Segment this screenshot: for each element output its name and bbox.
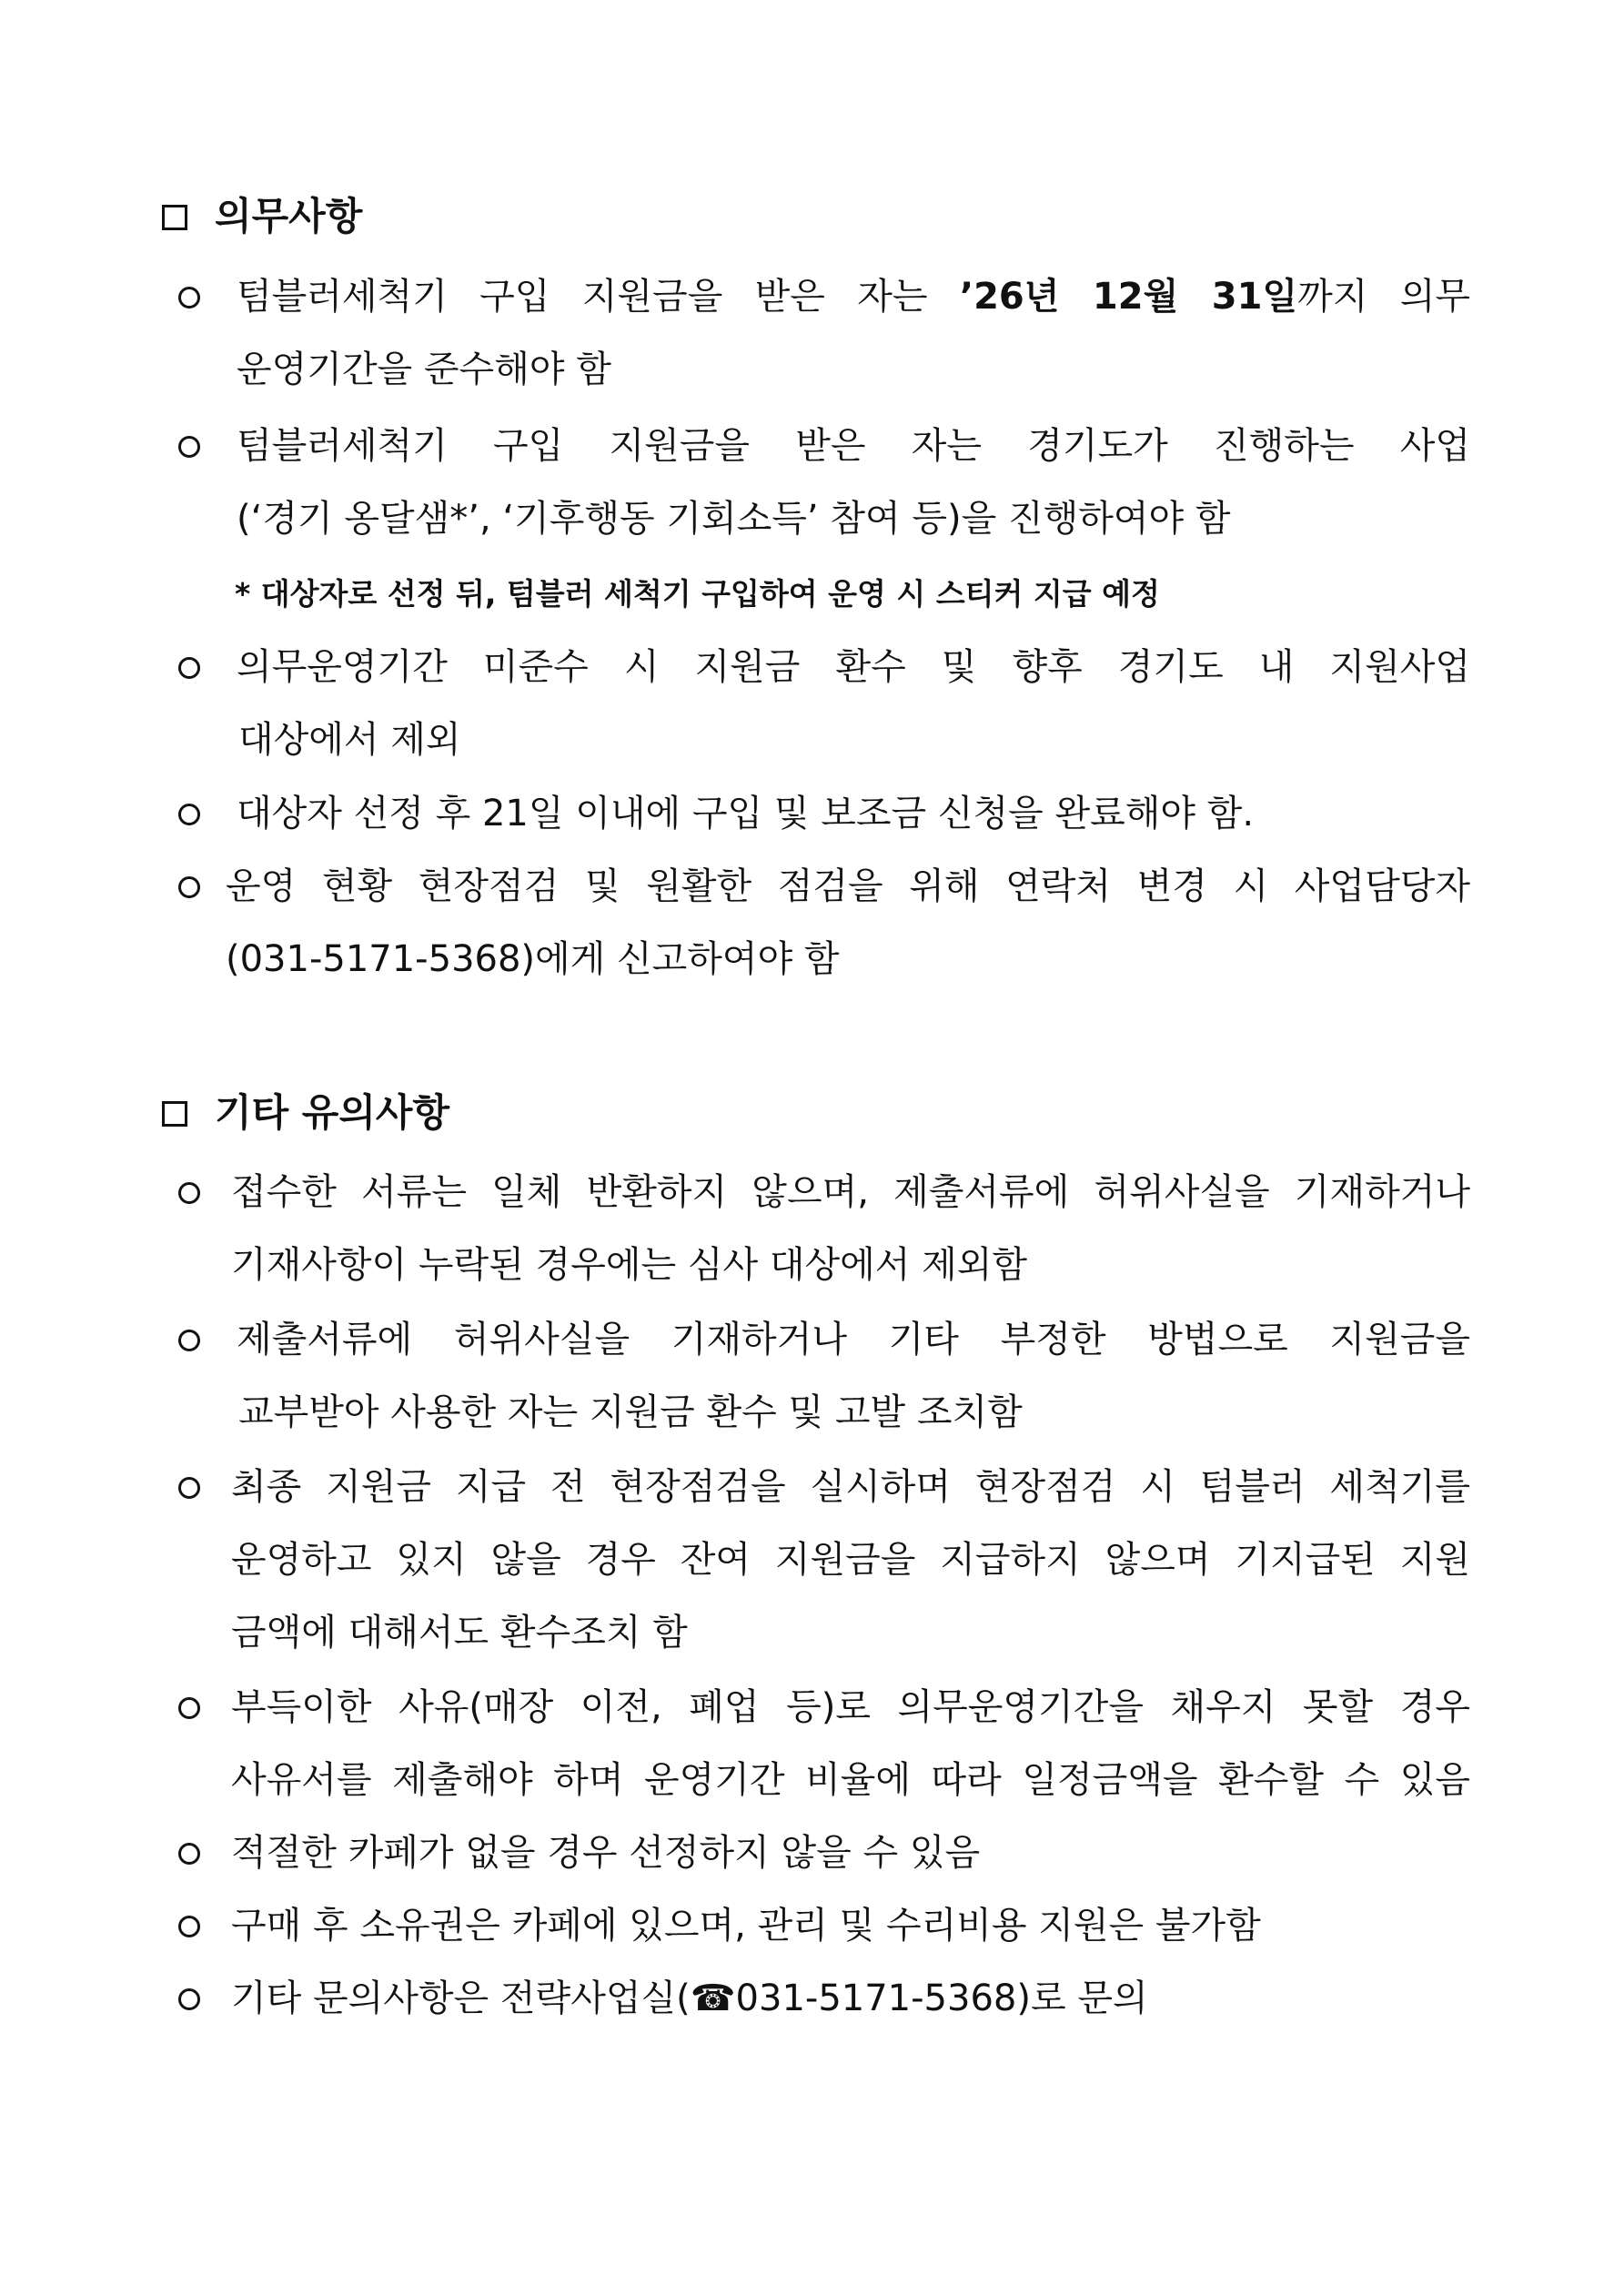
circle-bullet-icon xyxy=(178,804,200,825)
phone-icon: ☎ xyxy=(690,1977,736,2019)
list-item-line: 부득이한 사유(매장 이전, 폐업 등)로 의무운영기간을 채우지 못할 경우 xyxy=(231,1686,1470,1728)
text-span: 기타 문의사항은 전략사업실( xyxy=(231,1977,691,2019)
list-item-line: 적절한 카페가 없을 경우 선정하지 않을 수 있음 xyxy=(231,1832,981,1874)
list-item-line: 금액에 대해서도 환수조치 함 xyxy=(231,1612,688,1654)
section-heading-obligations xyxy=(162,189,362,244)
list-item-line: 기재사항이 누락된 경우에는 심사 대상에서 제외함 xyxy=(231,1244,1028,1286)
section-title: 의무사항 xyxy=(215,194,363,238)
list-item-line: 운영 현황 현장점검 및 원활한 점검을 위해 연락처 변경 시 사업담당자 xyxy=(226,865,1470,907)
footnote: * 대상자로 선정 뒤, 텀블러 세척기 구입하여 운영 시 스티커 지급 예정 xyxy=(235,576,1160,612)
list-item-line: 구매 후 소유권은 카페에 있으며, 관리 및 수리비용 지원은 불가함 xyxy=(231,1905,1261,1947)
list-item-line: 텀블러세척기 구입 지원금을 받은 자는 경기도가 진행하는 사업 xyxy=(237,425,1470,467)
list-item-line: 대상자 선정 후 21일 이내에 구입 및 보조금 신청을 완료해야 함. xyxy=(237,793,1255,834)
circle-bullet-icon xyxy=(178,1843,200,1865)
circle-bullet-icon xyxy=(178,657,200,679)
circle-bullet-icon xyxy=(178,287,200,308)
list-item-line: 운영하고 있지 않을 경우 잔여 지원금을 지급하지 않으며 기지급된 지원 xyxy=(231,1539,1470,1581)
section-heading-other-notes xyxy=(162,1086,449,1140)
list-item-line: 접수한 서류는 일체 반환하지 않으며, 제출서류에 허위사실을 기재하거나 xyxy=(231,1171,1470,1213)
circle-bullet-icon xyxy=(178,1182,200,1204)
circle-bullet-icon xyxy=(178,1697,200,1719)
section-title: 기타 유의사항 xyxy=(215,1090,450,1135)
list-item-line: (‘경기 옹달샘*’, ‘기후행동 기회소득’ 참여 등)을 진행하여야 함 xyxy=(237,498,1231,540)
circle-bullet-icon xyxy=(178,1477,200,1499)
square-bullet-icon xyxy=(162,1101,187,1127)
text-span: 031-5171-5368)로 문의 xyxy=(735,1977,1148,2019)
deadline-text: ’26년 12월 31일 xyxy=(959,276,1298,318)
square-bullet-icon xyxy=(162,205,187,230)
list-item-line: 의무운영기간 미준수 시 지원금 환수 및 향후 경기도 내 지원사업 xyxy=(237,646,1470,688)
circle-bullet-icon xyxy=(178,1988,200,2010)
list-item-line xyxy=(237,271,1470,322)
list-item-line: 최종 지원금 지급 전 현장점검을 실시하며 현장점검 시 텀블러 세척기를 xyxy=(231,1466,1470,1508)
list-item-line: 운영기간을 준수해야 함 xyxy=(237,349,611,390)
circle-bullet-icon xyxy=(178,876,200,898)
list-item-line: 제출서류에 허위사실을 기재하거나 기타 부정한 방법으로 지원금을 xyxy=(237,1319,1470,1360)
list-item-line xyxy=(231,1973,1465,2024)
text-span: 텀블러세척기 구입 지원금을 받은 자는 xyxy=(237,276,960,318)
list-item-line: 교부받아 사용한 자는 지원금 환수 및 고발 조치함 xyxy=(238,1391,1023,1433)
list-item-line: (031-5171-5368)에게 신고하여야 함 xyxy=(226,938,840,980)
list-item-line: 사유서를 제출해야 하며 운영기간 비율에 따라 일정금액을 환수할 수 있음 xyxy=(231,1759,1470,1801)
circle-bullet-icon xyxy=(178,436,200,458)
text-span: 까지 의무 xyxy=(1297,276,1470,318)
circle-bullet-icon xyxy=(178,1330,200,1351)
circle-bullet-icon xyxy=(178,1916,200,1937)
list-item-line: 대상에서 제외 xyxy=(238,719,461,761)
